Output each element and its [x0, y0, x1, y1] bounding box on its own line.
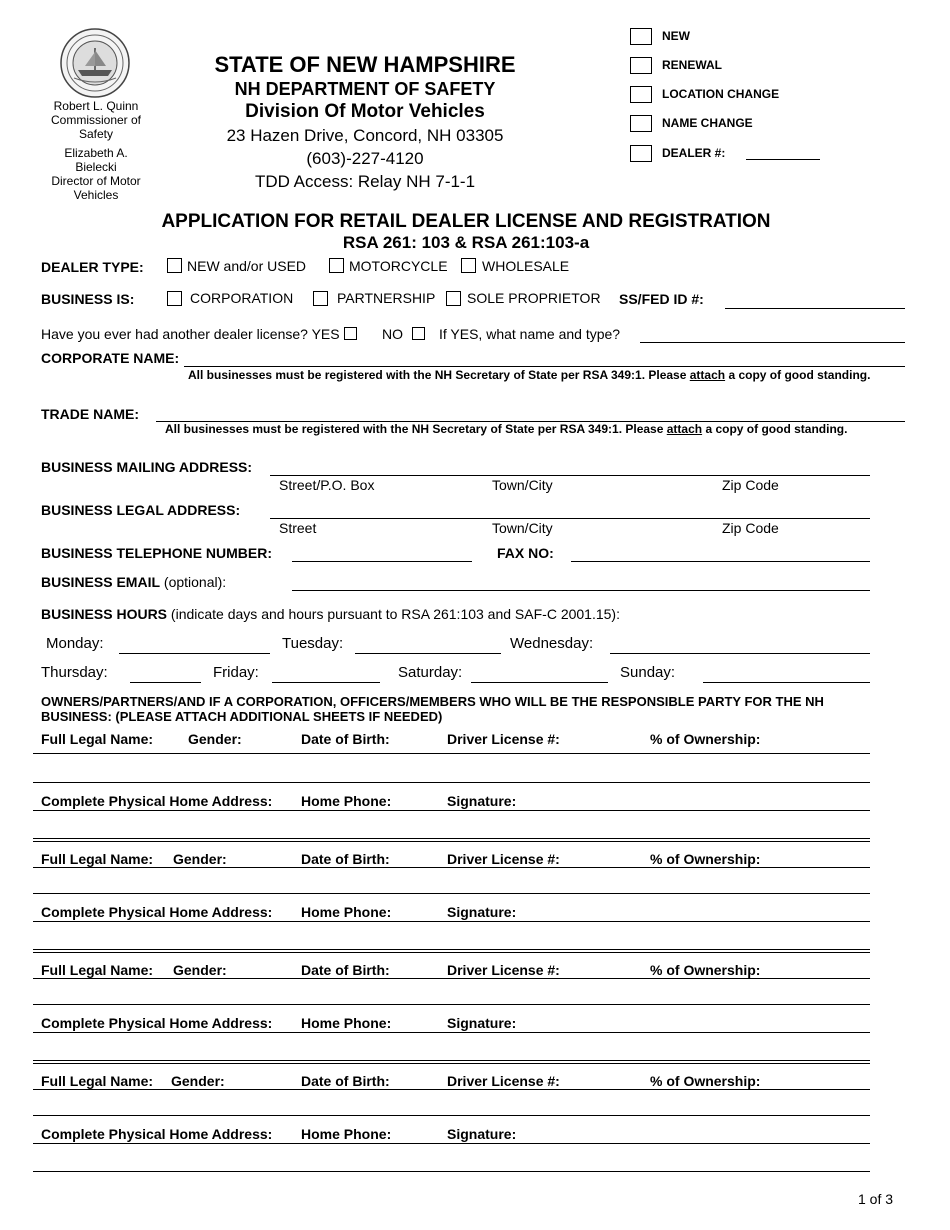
agency-tdd: TDD Access: Relay NH 7-1-1 [254, 172, 476, 191]
owner-1-full-name-label: Full Legal Name: [41, 731, 154, 747]
trade-registration-note [165, 422, 847, 436]
note-text: All businesses must be registered with the NH Secretary of State per RSA 349:1. Please [165, 422, 664, 436]
fax-field[interactable] [571, 561, 870, 562]
state-name: STATE OF NEW HAMPSHIRE [214, 52, 516, 77]
wednesday-label: Wednesday: [510, 635, 594, 652]
owner-4-home-address-label: Complete Physical Home Address: [41, 1126, 273, 1142]
owner-2-dob-label: Date of Birth: [301, 851, 390, 867]
street-po-caption: Street/P.O. Box [279, 477, 375, 493]
owner-3-entry-line[interactable] [33, 1004, 870, 1005]
owner-4-bottom-line [33, 1171, 870, 1172]
business-is-label: BUSINESS IS: [41, 291, 135, 307]
page-number: 1 of 3 [858, 1191, 894, 1207]
form-subtitle: RSA 261: 103 & RSA 261:103-a [342, 233, 590, 252]
owner-1-signature-label: Signature: [447, 793, 517, 809]
street-caption: Street [279, 520, 317, 536]
prior-license-name-field[interactable] [640, 342, 905, 343]
zip-code-caption: Zip Code [722, 520, 779, 536]
sole-proprietor-label: SOLE PROPRIETOR [467, 290, 601, 306]
commissioner-block [36, 99, 156, 202]
owner-2-entry-line[interactable] [33, 893, 870, 894]
department-name: NH DEPARTMENT OF SAFETY [234, 79, 496, 99]
director-title: Director of Motor [51, 174, 141, 188]
trade-name-label: TRADE NAME: [41, 406, 139, 422]
owner-4-entry-line[interactable] [33, 1115, 870, 1116]
owner-3-address-line[interactable] [33, 1032, 870, 1033]
dealer-number-checkbox[interactable] [630, 145, 652, 162]
zip-code-caption: Zip Code [722, 477, 779, 493]
prior-license-no-checkbox[interactable] [412, 327, 425, 340]
hours-bold: BUSINESS HOURS [41, 606, 168, 622]
owner-4-license-label: Driver License #: [447, 1073, 560, 1089]
location-change-checkbox[interactable] [630, 86, 652, 103]
owner-2-signature-label: Signature: [447, 904, 517, 920]
owner-3-dob-label: Date of Birth: [301, 962, 390, 978]
new-checkbox[interactable] [630, 28, 652, 45]
legal-address-label: BUSINESS LEGAL ADDRESS: [41, 502, 241, 518]
hours-note: (indicate days and hours pursuant to RSA 261:103 and SAF-C 2001.15): [170, 606, 620, 622]
agency-phone: (603)-227-4120 [306, 149, 424, 168]
owner-2-gender-label: Gender: [173, 851, 227, 867]
commissioner-title: Commissioner of [50, 113, 142, 127]
mailing-address-label: BUSINESS MAILING ADDRESS: [41, 459, 253, 475]
owner-4-home-phone-label: Home Phone: [301, 1126, 392, 1142]
owner-4-full-name-label: Full Legal Name: [41, 1073, 154, 1089]
tuesday-field[interactable] [355, 653, 501, 654]
owner-2-home-phone-label: Home Phone: [301, 904, 392, 920]
owner-1-field-line[interactable] [33, 753, 870, 754]
commissioner-title-2: Safety [78, 127, 114, 141]
note-text: All businesses must be registered with the NH Secretary of State per RSA 349:1. Please [188, 368, 687, 382]
new-used-checkbox[interactable] [167, 258, 182, 273]
corporate-name-label: CORPORATE NAME: [41, 350, 180, 366]
note-end: a copy of good standing. [705, 422, 848, 436]
dealer-number-field[interactable] [746, 159, 820, 160]
owner-1-home-address-label: Complete Physical Home Address: [41, 793, 273, 809]
owners-heading-line-2: BUSINESS: (PLEASE ATTACH ADDITIONAL SHEETS IF NEEDED) [41, 709, 443, 724]
agency-address: 23 Hazen Drive, Concord, NH 03305 [226, 126, 504, 145]
hours-heading [41, 606, 620, 622]
thursday-label: Thursday: [41, 664, 108, 681]
renewal-checkbox[interactable] [630, 57, 652, 74]
name-change-label: NAME CHANGE [662, 116, 753, 130]
friday-label: Friday: [213, 664, 259, 681]
email-optional: (optional): [163, 574, 227, 590]
telephone-label: BUSINESS TELEPHONE NUMBER: [41, 545, 273, 561]
owners-heading-line-1: OWNERS/PARTNERS/AND IF A CORPORATION, OFFICERS/MEMBERS WHO WILL BE THE RESPONSIBLE PARTY FOR THE NH [41, 694, 824, 709]
owner-3-field-line[interactable] [33, 978, 870, 979]
agency-header [185, 52, 545, 193]
new-used-label: NEW and/or USED [187, 258, 307, 274]
owner-3-home-phone-label: Home Phone: [301, 1015, 392, 1031]
note-end: a copy of good standing. [728, 368, 871, 382]
prior-license-no-label: NO [382, 326, 403, 342]
corporation-checkbox[interactable] [167, 291, 182, 306]
sole-proprietor-checkbox[interactable] [446, 291, 461, 306]
owner-2-ownership-label: % of Ownership: [650, 851, 761, 867]
email-field[interactable] [292, 590, 870, 591]
note-attach: attach [689, 368, 726, 382]
owner-1-dob-label: Date of Birth: [301, 731, 390, 747]
motorcycle-label: MOTORCYCLE [349, 258, 448, 274]
form-title: APPLICATION FOR RETAIL DEALER LICENSE AND REGISTRATION [161, 211, 771, 232]
owner-1-home-phone-label: Home Phone: [301, 793, 392, 809]
sunday-label: Sunday: [620, 664, 676, 681]
owner-1-license-label: Driver License #: [447, 731, 560, 747]
corporation-label: CORPORATION [190, 290, 294, 306]
prior-license-question: Have you ever had another dealer license? YES [41, 326, 340, 342]
thursday-field[interactable] [130, 682, 201, 683]
director-name-2: Bielecki [75, 160, 117, 174]
owner-3-license-label: Driver License #: [447, 962, 560, 978]
motorcycle-checkbox[interactable] [329, 258, 344, 273]
owner-4-ownership-label: % of Ownership: [650, 1073, 761, 1089]
owner-2-divider [33, 949, 870, 953]
owner-2-full-name-label: Full Legal Name: [41, 851, 154, 867]
owner-4-gender-label: Gender: [171, 1073, 225, 1089]
owner-2-home-address-label: Complete Physical Home Address: [41, 904, 273, 920]
owner-3-home-address-label: Complete Physical Home Address: [41, 1015, 273, 1031]
prior-license-yes-checkbox[interactable] [344, 327, 357, 340]
ss-fed-id-label: SS/FED ID #: [619, 291, 704, 307]
town-city-caption: Town/City [492, 520, 553, 536]
owner-3-full-name-label: Full Legal Name: [41, 962, 154, 978]
corporate-registration-note [188, 368, 870, 382]
note-attach: attach [666, 422, 703, 436]
owner-2-field-line[interactable] [33, 867, 870, 868]
director-name: Elizabeth A. [64, 146, 128, 160]
owner-2-address-line[interactable] [33, 921, 870, 922]
email-label-bold: BUSINESS EMAIL [41, 574, 161, 590]
owner-4-field-line[interactable] [33, 1089, 870, 1090]
owner-2-license-label: Driver License #: [447, 851, 560, 867]
owner-1-divider [33, 838, 870, 842]
name-change-checkbox[interactable] [630, 115, 652, 132]
wholesale-label: WHOLESALE [482, 258, 570, 274]
owner-4-address-line[interactable] [33, 1143, 870, 1144]
wholesale-checkbox[interactable] [461, 258, 476, 273]
owner-1-address-line[interactable] [33, 810, 870, 811]
owner-4-dob-label: Date of Birth: [301, 1073, 390, 1089]
legal-address-field[interactable] [270, 518, 870, 519]
director-title-2: Vehicles [73, 188, 119, 202]
owner-1-gender-label: Gender: [188, 731, 242, 747]
if-yes-label: If YES, what name and type? [439, 326, 621, 342]
telephone-field[interactable] [292, 561, 472, 562]
fax-label: FAX NO: [497, 545, 554, 561]
monday-field[interactable] [119, 653, 270, 654]
town-city-caption: Town/City [492, 477, 553, 493]
commissioner-name: Robert L. Quinn [53, 99, 139, 113]
partnership-checkbox[interactable] [313, 291, 328, 306]
friday-field[interactable] [272, 682, 380, 683]
saturday-field[interactable] [471, 682, 608, 683]
corporate-name-field[interactable] [184, 366, 905, 367]
ss-fed-id-field[interactable] [725, 308, 905, 309]
sunday-field[interactable] [703, 682, 870, 683]
wednesday-field[interactable] [610, 653, 870, 654]
new-label: NEW [662, 29, 690, 43]
division-name: Division Of Motor Vehicles [245, 101, 485, 122]
dealer-type-label: DEALER TYPE: [41, 259, 144, 275]
saturday-label: Saturday: [398, 664, 463, 681]
owner-3-gender-label: Gender: [173, 962, 227, 978]
state-seal [60, 28, 130, 98]
owner-4-signature-label: Signature: [447, 1126, 517, 1142]
owner-3-signature-label: Signature: [447, 1015, 517, 1031]
email-label [41, 574, 226, 590]
owner-1-entry-line[interactable] [33, 782, 870, 783]
owner-3-ownership-label: % of Ownership: [650, 962, 761, 978]
tuesday-label: Tuesday: [282, 635, 344, 652]
owner-1-ownership-label: % of Ownership: [650, 731, 761, 747]
renewal-label: RENEWAL [662, 58, 722, 72]
monday-label: Monday: [46, 635, 104, 652]
owners-heading [41, 694, 824, 724]
owner-3-divider [33, 1060, 870, 1064]
dealer-number-label: DEALER #: [662, 146, 726, 160]
partnership-label: PARTNERSHIP [337, 290, 436, 306]
location-change-label: LOCATION CHANGE [662, 87, 780, 101]
mailing-address-field[interactable] [270, 475, 870, 476]
